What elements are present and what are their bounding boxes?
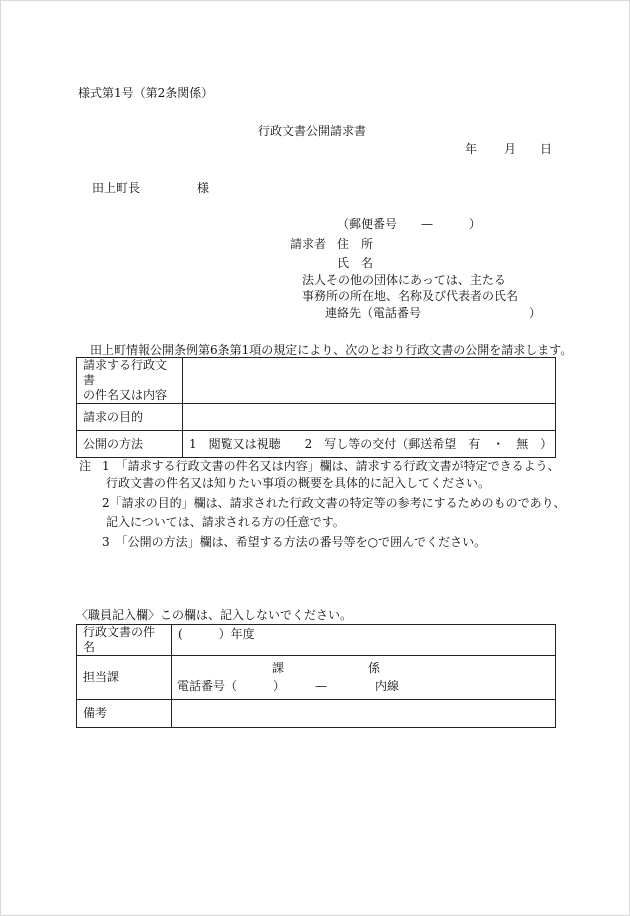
corporation-note-line1: 法人その他の団体にあっては、主たる [302,273,506,287]
address-label: 住 所 [337,237,374,251]
document-title-label: 行政文書の件名 [77,625,172,656]
request-subject-label-line1: 請求する行政文書 [83,358,168,387]
table-row [77,404,556,431]
request-subject-label-line2: の件名又は内容 [83,388,168,402]
request-purpose-field[interactable] [183,404,556,431]
table-row [77,625,556,656]
request-table [76,357,556,458]
name-label: 氏 名 [337,256,374,270]
department-field[interactable] [172,656,556,700]
intro-text: 田上町情報公開条例第6条第1項の規定により、次のとおり行政文書の公開を請求します。 [90,343,573,357]
addressee-name: 田上町長 [92,181,141,195]
table-row [77,431,556,458]
section-suffix: 課 [272,660,285,675]
disclosure-method-label: 公開の方法 [77,431,183,458]
requester-label: 請求者 [290,237,327,251]
staff-table [76,624,556,728]
note-1-line1: 1 「請求する行政文書の件名又は内容」欄は、請求する行政文書が特定できるよう、 [102,459,560,473]
department-label: 担当課 [77,656,172,700]
table-row [77,656,556,700]
date-day: 日 [540,142,553,156]
document-title-field[interactable]: ( ）年度 [172,625,556,656]
form-number: 様式第1号（第2条関係） [78,86,214,100]
remarks-field[interactable] [172,700,556,728]
postal-code: （郵便番号 — ） [337,217,482,231]
date-month: 月 [504,142,517,156]
department-phone: 電話番号（ ） — 内線 [177,678,400,693]
form-title: 行政文書公開請求書 [258,124,367,138]
note-1-line2: 行政文書の件名又は知りたい事項の概要を具体的に記入してください。 [106,476,491,490]
note-3: 3 「公開の方法」欄は、希望する方法の番号等を○で囲んでください。 [102,535,487,549]
date-year: 年 [465,142,478,156]
request-subject-label [77,358,183,404]
request-purpose-label: 請求の目的 [77,404,183,431]
subsection-suffix: 係 [368,660,381,675]
remarks-label: 備考 [77,700,172,728]
request-subject-field[interactable] [183,358,556,404]
note-2-line2: 記入については、請求される方の任意です。 [106,515,345,529]
table-row [77,358,556,404]
table-row [77,700,556,728]
corporation-note-line2: 事務所の所在地、名称及び代表者の氏名 [302,289,519,303]
note-2-line1: 2「請求の目的」欄は、請求された行政文書の特定等の参考にするためのものであり、 [102,496,566,510]
staff-section-heading: 〈職員記入欄〉この欄は、記入しないでください。 [76,608,353,622]
disclosure-method-field[interactable]: 1 閲覧又は視聴 2 写し等の交付（郵送希望 有 ・ 無 ） [183,431,556,458]
contact-phone: 連絡先（電話番号 ） [325,306,542,320]
notes-prefix: 注 [79,459,92,473]
addressee-honorific: 様 [197,181,210,195]
